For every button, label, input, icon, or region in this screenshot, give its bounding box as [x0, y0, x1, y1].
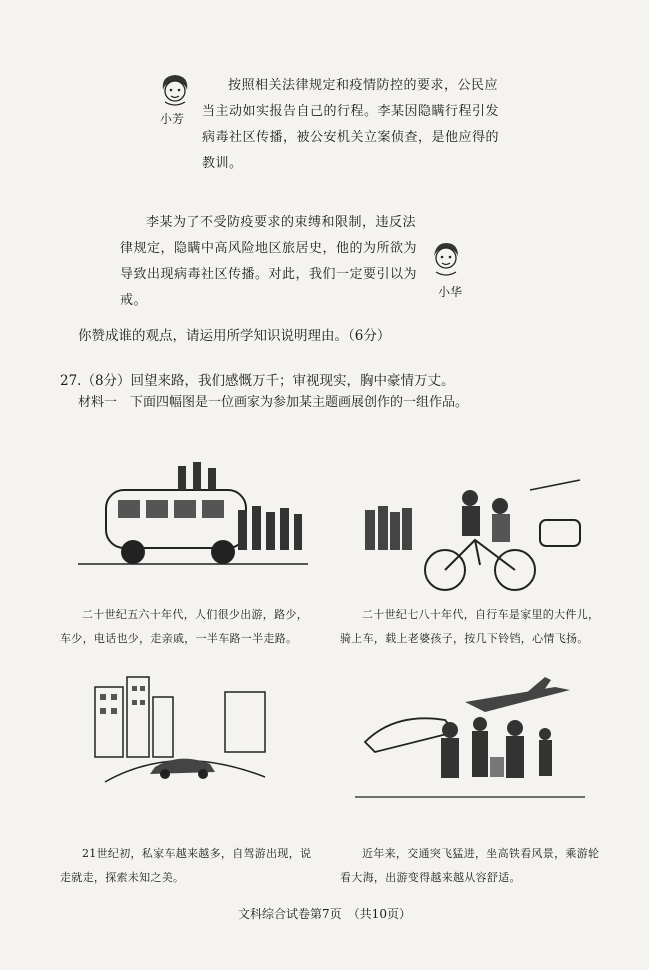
illustration-1970s-bicycle	[360, 470, 585, 595]
xiaohua-avatar-icon	[428, 240, 464, 280]
page-footer: 文科综合试卷第7页 （共10页）	[238, 907, 411, 921]
xiaofang-avatar-icon	[155, 72, 195, 110]
xiaofang-name: 小芳	[160, 112, 185, 126]
caption-recent-years: 近年来，交通突飞猛进，坐高铁看风景，乘游轮看大海，出游变得越来越从容舒适。	[340, 847, 600, 884]
q27-material-one: 材料一 下面四幅图是一位画家为参加某主题画展创作的一组作品。	[78, 395, 469, 410]
illustration-2000s-private-car	[85, 672, 275, 792]
caption-1950s: 二十世纪五六十年代，人们很少出游，路少，车少，电话也少，走亲戚，一半车路一半走路。	[60, 608, 308, 645]
caption-1970s: 二十世纪七八十年代，自行车是家里的大件儿，骑上车，载上老婆孩子，按几下铃铛，心情飞扬。	[340, 608, 600, 645]
caption-2000s: 21世纪初，私家车越来越多，自驾游出现，说走就走，探索未知之美。	[60, 847, 312, 884]
q26-prompt: 你赞成谁的观点，请运用所学知识说明理由。（6分）	[78, 328, 391, 344]
xiaohua-opinion-text: 李某为了不受防疫要求的束缚和限制，违反法律规定，隐瞒中高风险地区旅居史，他的为所欲为导致出现病毒社区传播。对此，我们一定要引以为戒。	[120, 215, 418, 308]
xiaofang-opinion-text: 按照相关法律规定和疫情防控的要求，公民应当主动如实报告自己的行程。李某因隐瞒行程引发病毒社区传播，被公安机关立案侦查，是他应得的教训。	[202, 78, 500, 171]
q27-header: 27.（8分）回望来路，我们感慨万千；审视现实，胸中豪情万丈。	[60, 373, 455, 389]
xiaohua-name: 小华	[438, 285, 463, 299]
illustration-modern-travel	[355, 672, 585, 812]
illustration-1950s-bus	[78, 460, 308, 578]
